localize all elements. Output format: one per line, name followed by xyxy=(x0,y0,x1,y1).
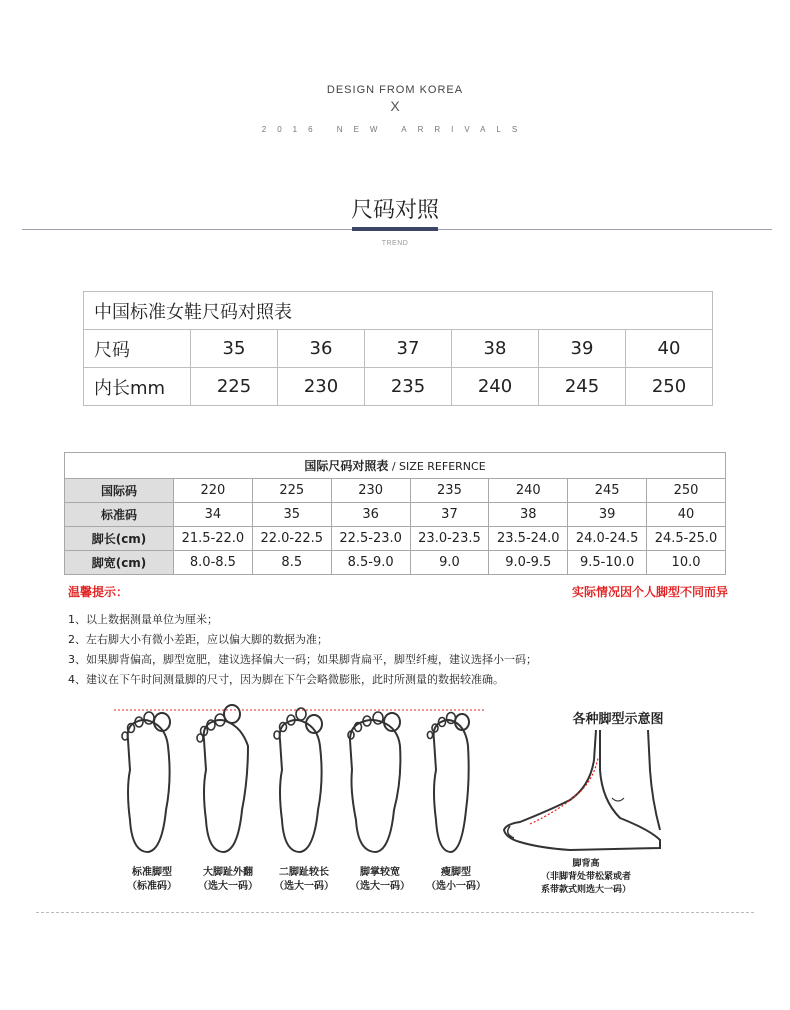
table-cell: 22.5-23.0 xyxy=(331,527,410,551)
row-label: 国际码 xyxy=(65,479,174,503)
foot-standard-icon xyxy=(122,712,170,852)
foot-side-view-icon xyxy=(500,730,670,855)
table-cell: 37 xyxy=(365,330,452,368)
table-cell: 245 xyxy=(568,479,647,503)
table-cell: 250 xyxy=(626,368,713,406)
table-cell: 38 xyxy=(489,503,568,527)
table-row xyxy=(84,330,713,368)
table-cell: 35 xyxy=(191,330,278,368)
row-label: 内长mm xyxy=(84,368,191,406)
foot-type-name: 二脚趾较长 xyxy=(279,867,329,878)
list-item: 3、如果脚背偏高，脚型宽肥，建议选择偏大一码；如果脚背扁平，脚型纤瘦，建议选择小一码； xyxy=(68,653,537,666)
intl-table-caption xyxy=(65,453,726,479)
intl-size-table xyxy=(64,452,726,575)
table-cell: 22.0-22.5 xyxy=(252,527,331,551)
table-cell: 230 xyxy=(278,368,365,406)
tips-list xyxy=(68,610,537,690)
divider-accent xyxy=(352,227,438,231)
table-row xyxy=(84,292,713,330)
foot-type-advice: （选大一码） xyxy=(198,881,258,892)
table-cell: 250 xyxy=(647,479,726,503)
table-cell: 34 xyxy=(174,503,253,527)
tips-right-note: 实际情况因个人脚型不同而异 xyxy=(571,585,728,599)
diagram-title: 各种脚型示意图 xyxy=(572,712,664,727)
section-title: 尺码对照 xyxy=(350,198,439,223)
foot-long-second-toe-icon xyxy=(274,708,322,852)
intl-table-subtitle: / SIZE REFERNCE xyxy=(391,460,486,473)
table-row xyxy=(65,503,726,527)
table-cell: 8.5 xyxy=(252,551,331,575)
table-cell: 235 xyxy=(410,479,489,503)
table-cell: 40 xyxy=(626,330,713,368)
foot-type-label xyxy=(264,866,344,894)
table-cell: 9.0-9.5 xyxy=(489,551,568,575)
row-label: 标准码 xyxy=(65,503,174,527)
instep-label: 脚背高 xyxy=(572,859,600,869)
bottom-divider xyxy=(36,912,754,913)
table-cell: 10.0 xyxy=(647,551,726,575)
table-row xyxy=(65,551,726,575)
table-cell: 39 xyxy=(568,503,647,527)
table-cell: 35 xyxy=(252,503,331,527)
table-cell: 21.5-22.0 xyxy=(174,527,253,551)
table-cell: 240 xyxy=(452,368,539,406)
intl-table-title: 国际尺码对照表 xyxy=(304,459,389,473)
table-row xyxy=(65,453,726,479)
table-cell: 9.0 xyxy=(410,551,489,575)
instep-note xyxy=(516,858,656,897)
row-label: 脚宽(cm) xyxy=(65,551,174,575)
list-item: 1、以上数据测量单位为厘米； xyxy=(68,613,218,626)
table-cell: 39 xyxy=(539,330,626,368)
foot-type-name: 脚掌较宽 xyxy=(360,867,400,878)
cn-size-table xyxy=(83,291,713,406)
table-cell: 225 xyxy=(252,479,331,503)
list-item: 2、左右脚大小有微小差距，应以偏大脚的数据为准； xyxy=(68,633,328,646)
foot-type-label xyxy=(340,866,420,894)
foot-type-label xyxy=(416,866,496,894)
table-cell: 36 xyxy=(278,330,365,368)
foot-wide-icon xyxy=(348,712,400,852)
table-cell: 24.5-25.0 xyxy=(647,527,726,551)
table-cell: 225 xyxy=(191,368,278,406)
foot-type-advice: （选大一码） xyxy=(274,881,334,892)
tips-heading: 温馨提示： xyxy=(68,585,129,599)
table-row xyxy=(65,527,726,551)
brand-title: DESIGN FROM KOREA xyxy=(326,84,464,96)
table-cell: 24.0-24.5 xyxy=(568,527,647,551)
table-cell: 8.5-9.0 xyxy=(331,551,410,575)
foot-type-advice: （选小一码） xyxy=(426,881,486,892)
foot-type-name: 大脚趾外翻 xyxy=(203,867,253,878)
foot-type-name: 标准脚型 xyxy=(132,867,172,878)
table-cell: 38 xyxy=(452,330,539,368)
table-row xyxy=(65,479,726,503)
list-item: 4、建议在下午时间测量脚的尺寸，因为脚在下午会略微膨胀，此时所测量的数据较准确。 xyxy=(68,673,504,686)
instep-note-line: 系带款式则选大一码） xyxy=(540,885,631,895)
table-cell: 220 xyxy=(174,479,253,503)
table-cell: 235 xyxy=(365,368,452,406)
foot-type-label xyxy=(112,866,192,894)
table-cell: 9.5-10.0 xyxy=(568,551,647,575)
table-cell: 36 xyxy=(331,503,410,527)
table-row xyxy=(84,368,713,406)
foot-slim-icon xyxy=(427,713,469,853)
foot-type-name: 瘦脚型 xyxy=(441,867,471,878)
instep-note-line: （非脚背处带松紧或者 xyxy=(540,872,631,882)
table-cell: 40 xyxy=(647,503,726,527)
table-cell: 23.0-23.5 xyxy=(410,527,489,551)
table-cell: 8.0-8.5 xyxy=(174,551,253,575)
foot-type-label xyxy=(188,866,268,894)
cn-table-title: 中国标准女鞋尺码对照表 xyxy=(84,292,713,330)
table-cell: 245 xyxy=(539,368,626,406)
table-cell: 23.5-24.0 xyxy=(489,527,568,551)
table-cell: 240 xyxy=(489,479,568,503)
row-label: 脚长(cm) xyxy=(65,527,174,551)
row-label: 尺码 xyxy=(84,330,191,368)
section-subtitle: TREND xyxy=(381,240,409,247)
foot-bunion-icon xyxy=(197,705,248,852)
tagline: 2016 NEW ARRIVALS xyxy=(261,125,529,134)
brand-mark: X xyxy=(390,98,400,114)
table-cell: 37 xyxy=(410,503,489,527)
foot-type-advice: （标准码） xyxy=(127,881,177,892)
foot-types-illustration xyxy=(100,700,500,860)
table-cell: 230 xyxy=(331,479,410,503)
foot-type-advice: （选大一码） xyxy=(350,881,410,892)
